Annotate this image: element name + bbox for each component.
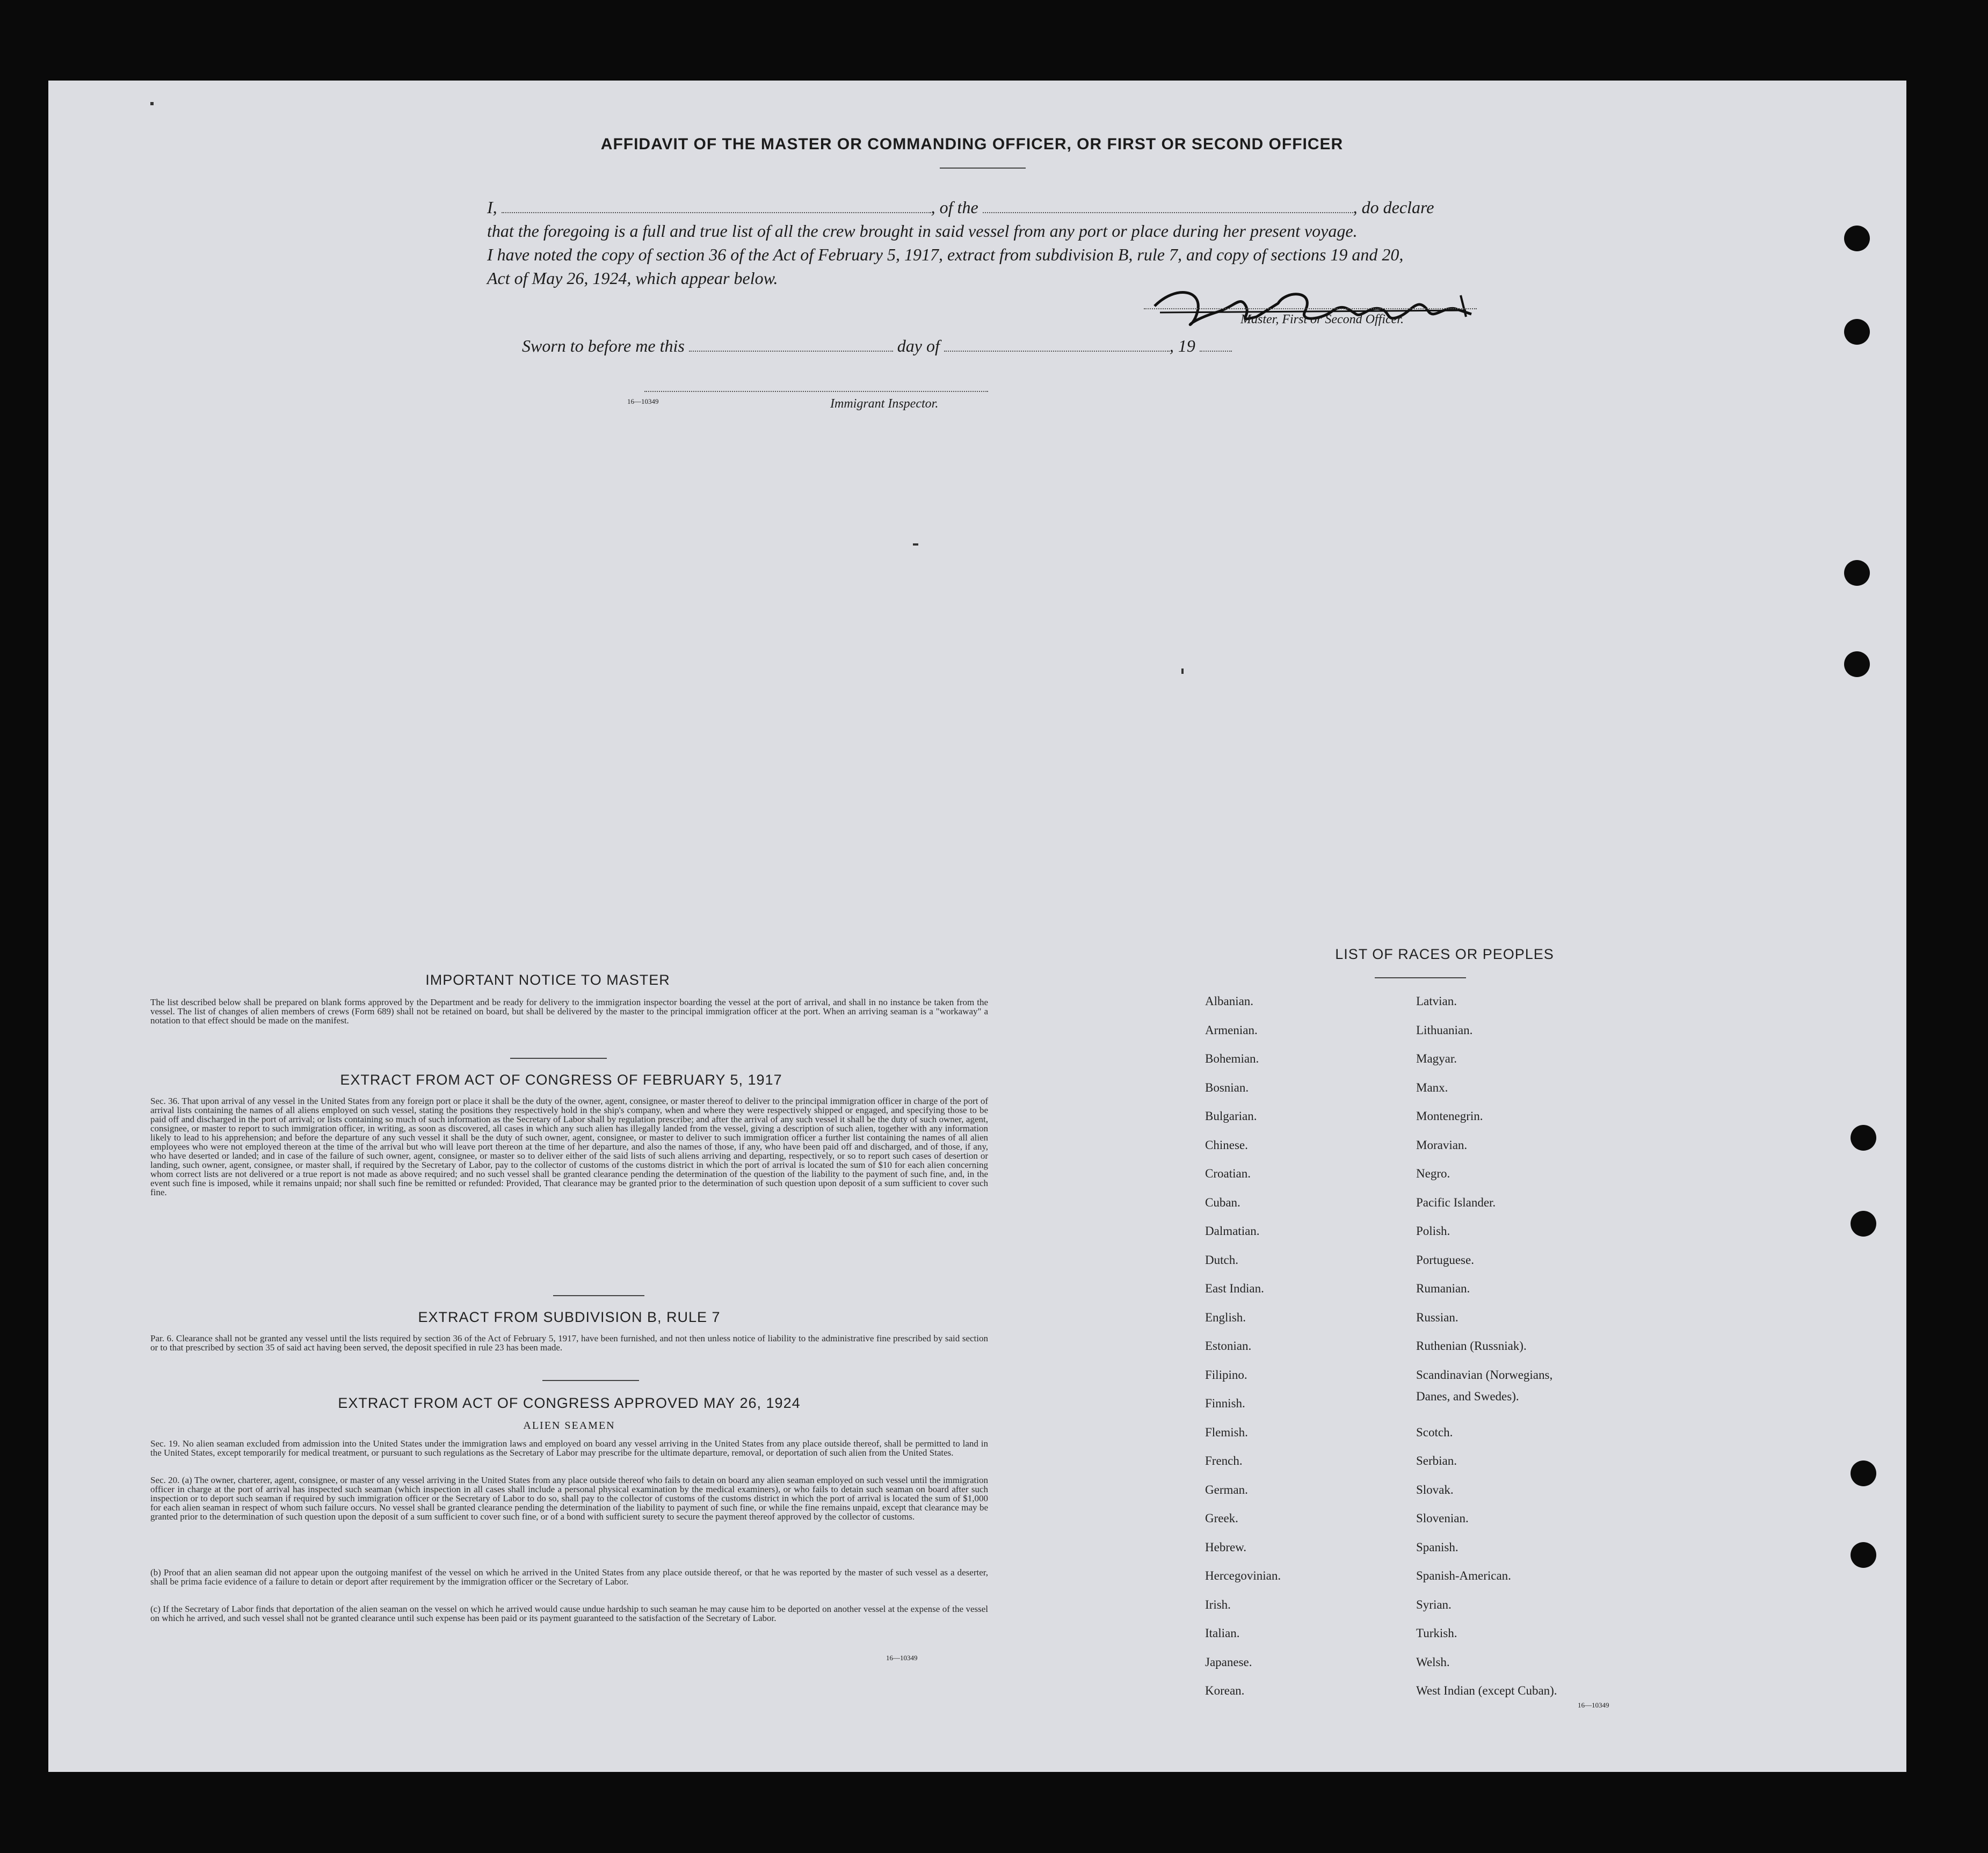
document-page bbox=[48, 81, 1906, 1772]
signature-line bbox=[1144, 308, 1477, 309]
race-item: Welsh. bbox=[1416, 1655, 1450, 1669]
affidavit-line-1 bbox=[487, 195, 1561, 219]
i-label: I, bbox=[487, 198, 497, 217]
scan-speck bbox=[913, 543, 918, 546]
punch-hole bbox=[1844, 560, 1870, 586]
extract-1924-title: EXTRACT FROM ACT OF CONGRESS APPROVED MAY 26, 1924 bbox=[338, 1395, 801, 1411]
race-item: Korean. bbox=[1205, 1684, 1245, 1697]
extract-rule7-rule bbox=[542, 1380, 639, 1381]
punch-hole bbox=[1844, 651, 1870, 677]
race-item: Bulgarian. bbox=[1205, 1109, 1257, 1123]
affidavit-line-2: that the foregoing is a full and true list of all the crew brought in said vessel from any port or place during her present voyage. bbox=[487, 221, 1358, 241]
race-item: Russian. bbox=[1416, 1310, 1459, 1324]
race-item: Scotch. bbox=[1416, 1425, 1453, 1439]
punch-hole bbox=[1851, 1125, 1876, 1151]
extract-rule7-title: EXTRACT FROM SUBDIVISION B, RULE 7 bbox=[418, 1309, 721, 1325]
race-item: Armenian. bbox=[1205, 1023, 1258, 1037]
extract-1917-text: Sec. 36. That upon arrival of any vessel in the United States from any foreign port or place it shall be the duty of the owner, agent, consignee, or master thereof to deliver to the principal immigration officer in charge of the port of arrival lists containing the names of all aliens employed on such vessel, stating the positions they respectively hold in the ship's company, when and where they were respectively shipped or engaged, and specifying those to be paid off and discharged in the port of arrival; or lists containing so much of such information as the Secretary of Labor shall by regulation prescribe; and after the arrival of any such vessel it shall be the duty of such owner, agent, consignee, or master to report to such immigration officer, in writing, as soon as discovered, all cases in which any such alien has illegally landed from the vessel, giving a description of such alien, together with any information likely to lead to his apprehension; and before the departure of any such vessel it shall be the duty of such owner, agent, consignee, or master to deliver to such immigration officer a further list containing the names of all alien employees who were not employed thereon at the time of the arrival but who will leave port thereon at the time of her departure, and also the names of those, if any, who have been paid off and discharged, and of those, if any, who have deserted or landed; and in case of the failure of such owner, agent, consignee, or master so to deliver either of the said lists of such aliens arriving and departing, respectively, or so to report such cases of desertion or landing, such owner, agent, consignee, or master shall, if required by the Secretary of Labor, pay to the collector of customs of the customs district in which the port of arrival is located the sum of $10 for each alien concerning whom correct lists are not delivered or a true report is not made as above required; and no such vessel shall be granted clearance pending the determination of the question of the liability to the payment of such fine, and, in the event such fine is imposed, while it remains unpaid; nor shall such fine be remitted or refunded: Provided, That clearance may be granted prior to the determination of such question upon deposit of a sum sufficient to cover such fine. bbox=[150, 1096, 988, 1197]
races-title: LIST OF RACES OR PEOPLES bbox=[1335, 946, 1554, 962]
race-item: Cuban. bbox=[1205, 1195, 1240, 1209]
sec20c-text: (c) If the Secretary of Labor finds that deportation of the alien seaman on the vessel on which he arrived would cause undue hardship to such seaman he may cause him to be deported on another vessel at the expense of the vessel on which he arrived, and such vessel shall not be granted clearance until such expense has been paid or its payment guaranteed to the satisfaction of the Secretary of Labor. bbox=[150, 1604, 988, 1623]
race-item: Montenegrin. bbox=[1416, 1109, 1483, 1123]
races-form-number: 16—10349 bbox=[1578, 1701, 1609, 1709]
title-rule bbox=[940, 168, 1026, 169]
race-item: Bohemian. bbox=[1205, 1052, 1259, 1065]
race-item: Bosnian. bbox=[1205, 1080, 1249, 1094]
races-rule bbox=[1375, 977, 1466, 978]
punch-hole bbox=[1851, 1211, 1876, 1237]
day-blank[interactable] bbox=[689, 351, 893, 352]
affidavit-line-4: Act of May 26, 1924, which appear below. bbox=[487, 268, 778, 288]
race-item: Croatian. bbox=[1205, 1167, 1251, 1180]
inspector-caption: Immigrant Inspector. bbox=[830, 397, 939, 411]
race-item: Magyar. bbox=[1416, 1052, 1457, 1065]
punch-hole bbox=[1844, 226, 1870, 251]
race-item: Rumanian. bbox=[1416, 1282, 1470, 1295]
race-item: Hercegovinian. bbox=[1205, 1569, 1281, 1582]
race-item: Pacific Islander. bbox=[1416, 1195, 1496, 1209]
race-item: East Indian. bbox=[1205, 1282, 1264, 1295]
race-item: English. bbox=[1205, 1310, 1246, 1324]
year-label: , 19 bbox=[1169, 336, 1195, 355]
race-item: Turkish. bbox=[1416, 1626, 1457, 1640]
punch-hole bbox=[1851, 1542, 1876, 1568]
sworn-line bbox=[522, 334, 1232, 358]
race-item: Slovak. bbox=[1416, 1483, 1454, 1496]
scan-speck bbox=[1181, 668, 1184, 674]
race-item: French. bbox=[1205, 1454, 1243, 1467]
year-blank[interactable] bbox=[1200, 351, 1232, 352]
race-item: Slovenian. bbox=[1416, 1512, 1469, 1525]
race-item: Flemish. bbox=[1205, 1425, 1248, 1439]
race-item: West Indian (except Cuban). bbox=[1416, 1684, 1557, 1697]
race-item: Serbian. bbox=[1416, 1454, 1457, 1467]
extract-form-number: 16—10349 bbox=[886, 1654, 918, 1662]
notice-title: IMPORTANT NOTICE TO MASTER bbox=[425, 972, 670, 988]
race-item: Dutch. bbox=[1205, 1253, 1238, 1267]
race-item: Portuguese. bbox=[1416, 1253, 1474, 1267]
punch-hole bbox=[1844, 319, 1870, 345]
signature-caption: Master, First or Second Officer. bbox=[1240, 313, 1404, 326]
notice-rule bbox=[510, 1058, 607, 1059]
name-blank[interactable] bbox=[502, 212, 931, 213]
day-of-label: day of bbox=[897, 336, 940, 355]
race-item: Dalmatian. bbox=[1205, 1224, 1260, 1238]
race-item: Lithuanian. bbox=[1416, 1023, 1473, 1037]
race-item: Japanese. bbox=[1205, 1655, 1252, 1669]
signature bbox=[1144, 274, 1520, 338]
race-item: Albanian. bbox=[1205, 994, 1254, 1008]
race-item: Hebrew. bbox=[1205, 1540, 1247, 1554]
race-item: Polish. bbox=[1416, 1224, 1450, 1238]
alien-seamen-subtitle: ALIEN SEAMEN bbox=[523, 1420, 615, 1431]
race-item: Ruthenian (Russniak). bbox=[1416, 1339, 1527, 1353]
race-item: Estonian. bbox=[1205, 1339, 1252, 1353]
race-item: Scandinavian (Norwegians, bbox=[1416, 1368, 1553, 1382]
affidavit-title: AFFIDAVIT OF THE MASTER OR COMMANDING OFFICER, OR FIRST OR SECOND OFFICER bbox=[600, 135, 1344, 153]
race-item: Spanish. bbox=[1416, 1540, 1459, 1554]
race-item: Latvian. bbox=[1416, 994, 1457, 1008]
extract-rule7-text: Par. 6. Clearance shall not be granted any vessel until the lists required by section 36 of the Act of February 5, 1917, have been furnished, and not then unless notice of liability to the administrative fine prescribed by said section or to that prescribed by section 35 of said act having been served, the deposit specified in rule 23 has been made. bbox=[150, 1333, 988, 1353]
punch-hole bbox=[1851, 1460, 1876, 1486]
declare-label: , do declare bbox=[1353, 198, 1434, 217]
signature-graphic bbox=[1144, 274, 1520, 338]
month-blank[interactable] bbox=[944, 351, 1170, 352]
affidavit-line-3: I have noted the copy of section 36 of the Act of February 5, 1917, extract from subdivision B, rule 7, and copy of sections 19 and 20, bbox=[487, 245, 1404, 264]
race-item: Filipino. bbox=[1205, 1368, 1247, 1382]
race-item: Chinese. bbox=[1205, 1138, 1248, 1152]
scan-speck bbox=[150, 102, 154, 105]
notice-text: The list described below shall be prepared on blank forms approved by the Department and be ready for delivery to the immigration inspector boarding the vessel at the port of arrival, and shall in no instance be taken from the vessel. The list of changes of alien members of crews (Form 689) shall not be retained on board, but shall be delivered by the master to the principal immigration officer at the port. When an arriving seaman is a "workaway" a notation to that effect should be made on the manifest. bbox=[150, 997, 988, 1026]
sworn-label: Sworn to before me this bbox=[522, 336, 685, 355]
race-scandinavian-cont: Danes, and Swedes). bbox=[1416, 1390, 1519, 1403]
race-item: Finnish. bbox=[1205, 1397, 1245, 1410]
race-item: Syrian. bbox=[1416, 1597, 1452, 1611]
of-the-label: , of the bbox=[931, 198, 978, 217]
race-item: Greek. bbox=[1205, 1512, 1238, 1525]
extract-1917-title: EXTRACT FROM ACT OF CONGRESS OF FEBRUARY 5, 1917 bbox=[340, 1072, 782, 1088]
sec20b-text: (b) Proof that an alien seaman did not appear upon the outgoing manifest of the vessel on which he arrived in the United States from any place outside thereof, or that he was reported by the master of such vessel as a deserter, shall be prima facie evidence of a failure to detain or deport after requirement by the immigration officer or the Secretary of Labor. bbox=[150, 1567, 988, 1587]
vessel-blank[interactable] bbox=[983, 212, 1353, 213]
race-item: Italian. bbox=[1205, 1626, 1240, 1640]
affidavit-form-number: 16—10349 bbox=[627, 397, 659, 405]
extract-1917-rule bbox=[553, 1295, 644, 1296]
sec20a-text: Sec. 20. (a) The owner, charterer, agent, consignee, or master of any vessel arriving in the United States from any place outside thereof who fails to detain on board any alien seaman employed on such vessel until the immigration officer in charge at the port of arrival has inspected such seaman (which inspection in all cases shall include a personal physical examination by the medical examiners), or who fails to detain such seaman on board after such inspection or to deport such seaman if required by such immigration officer or the Secretary of Labor to do so, shall pay to the collector of customs of the customs district in which the port of arrival is located the sum of $1,000 for each alien seaman in respect of whom such failure occurs. No vessel shall be granted clearance pending the determination of the liability to payment of such fine, or while the fine remains unpaid, except that clearance may be granted prior to the determination of such question upon the deposit of a sum sufficient to cover such fine, or of a bond with sufficient surety to secure the payment thereof approved by the collector of customs. bbox=[150, 1475, 988, 1522]
race-item: Spanish-American. bbox=[1416, 1569, 1511, 1582]
race-item: Moravian. bbox=[1416, 1138, 1468, 1152]
race-item: German. bbox=[1205, 1483, 1248, 1496]
race-item: Irish. bbox=[1205, 1597, 1231, 1611]
race-item: Manx. bbox=[1416, 1080, 1448, 1094]
race-item: Negro. bbox=[1416, 1167, 1450, 1180]
sec19-text: Sec. 19. No alien seaman excluded from admission into the United States under the immigration laws and employed on board any vessel arriving in the United States from any place outside thereof, shall be permitted to land in the United States, except temporarily for medical treatment, or pursuant to such regulations as the Secretary of Labor may prescribe for the ultimate departure, removal, or deportation of such alien from the United States. bbox=[150, 1438, 988, 1458]
